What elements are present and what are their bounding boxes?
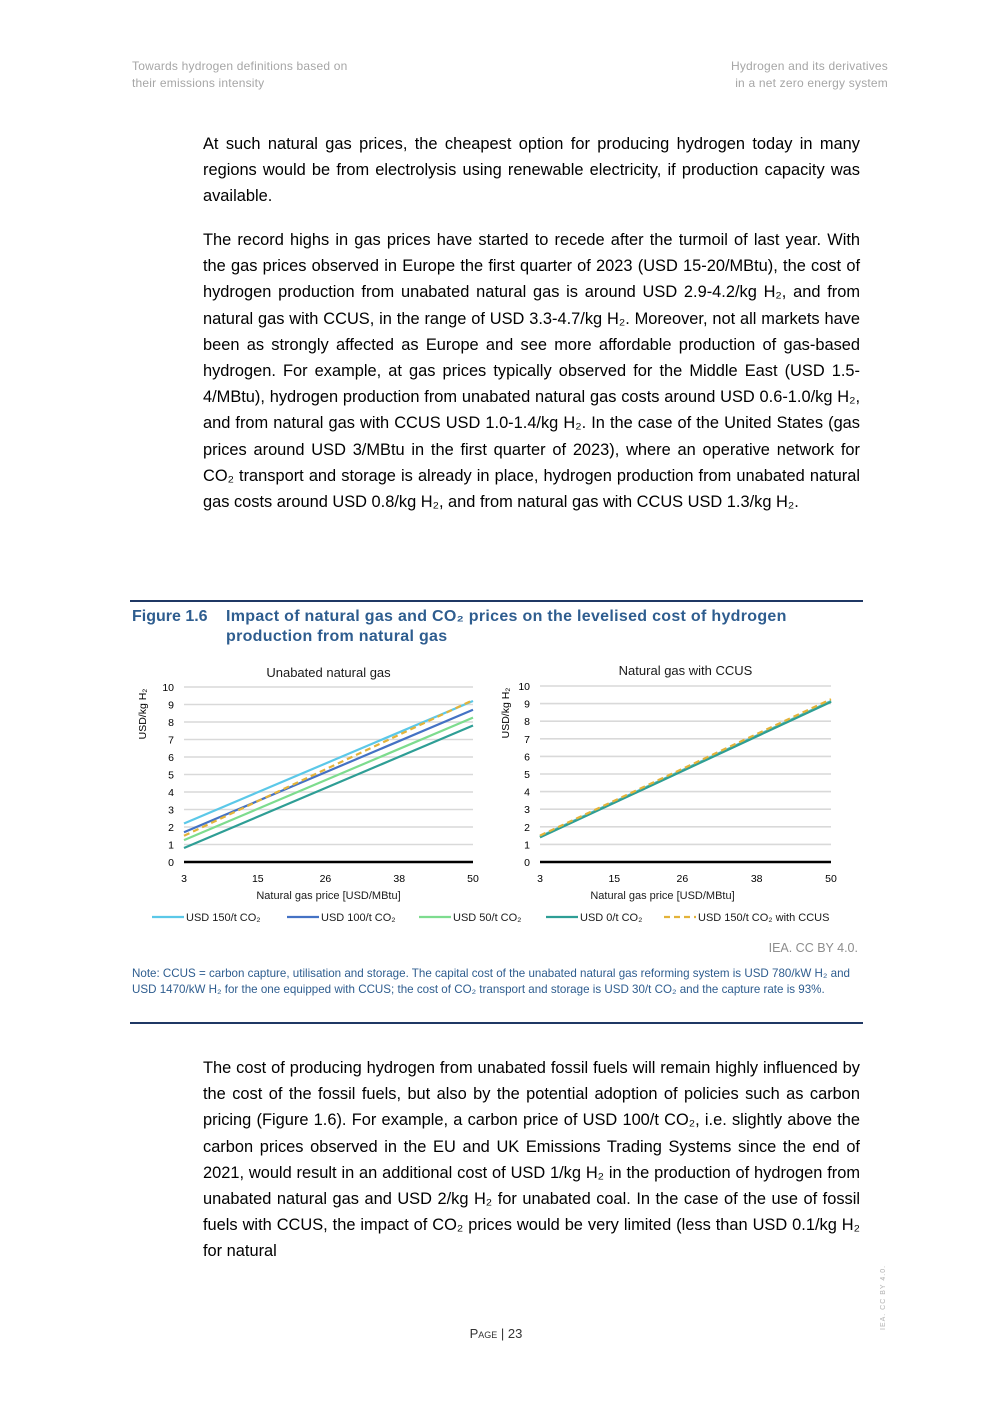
paragraph-record-highs <box>203 227 860 515</box>
panel-2-y-tick-label: 3 <box>524 804 530 817</box>
panel-2-y-tick-label: 5 <box>524 769 530 781</box>
panel-2-x-tick-label: 50 <box>825 873 837 885</box>
header-right-line1: Hydrogen and its derivatives <box>730 59 888 73</box>
page-number-value: 23 <box>507 1326 523 1341</box>
panel-2-y-tick-label: 10 <box>518 681 530 693</box>
figure-top-rule <box>130 600 863 602</box>
header-left-line2: their emissions intensity <box>132 76 265 90</box>
panel-1-x-tick-label: 38 <box>393 873 406 885</box>
panel-1-y-tick-label: 10 <box>162 682 174 694</box>
figure-credit: IEA. CC BY 4.0. <box>768 941 858 955</box>
panel-2-y-tick-label: 1 <box>524 839 530 852</box>
panel-1-series-line-3 <box>184 718 473 841</box>
running-header-right <box>731 58 888 92</box>
panel-2-y-tick-label: 0 <box>524 857 530 869</box>
header-right-line2: in a net zero energy system <box>735 76 888 90</box>
panel-1-x-tick-label: 15 <box>251 873 264 885</box>
panel-2-x-tick-label: 3 <box>537 873 543 885</box>
paragraph-gas-prices <box>203 131 860 210</box>
panel-1-series-line-4 <box>184 726 473 849</box>
panel-1-y-tick-label: 3 <box>168 804 174 817</box>
panel-1-y-tick-label: 6 <box>168 752 174 764</box>
panel-2-y-tick-label: 6 <box>524 751 530 764</box>
panel-2-y-tick-label: 4 <box>524 786 530 799</box>
panel-2-y-tick-label: 9 <box>524 698 530 711</box>
figure-chart <box>130 655 863 940</box>
paragraph-3-text: The cost of producing hydrogen from unabated fossil fuels will remain highly influenced by the cost of the fossil fuels, but also by the potential adoption of policies such as carbon pricing (Figure 1.6). For example, a carbon price of USD 100/t CO₂, i.e. slightly above the carbon prices observed in the EU and UK Emissions Trading Systems since the end of 2021, would result in an additional cost of USD 1/kg H₂ in the production of hydrogen from unabated natural gas and USD 2/kg H₂ for unabated coal. In the case of the use of fossil fuels with CCUS, the impact of CO₂ prices would be very limited (less than USD 0.1/kg H₂ for natural <box>203 1059 860 1261</box>
panel-1-y-tick-label: 2 <box>168 822 174 834</box>
panel-1-y-tick-label: 5 <box>168 769 174 782</box>
panel-1-y-tick-label: 7 <box>168 734 174 747</box>
panel-1-series-line-5 <box>184 700 473 836</box>
figure-note: Note: CCUS = carbon capture, utilisation and storage. The capital cost of the unabated natural gas reforming system is USD 780/kW H₂ and USD 1470/kW H₂ for the one equipped with CCUS; the cost of CO₂ transport and storage is USD 30/t CO₂ and the capture rate is 93%. <box>132 967 850 996</box>
panel-2-y-axis-label: USD/kg H₂ <box>500 687 512 739</box>
panel-2-x-tick-label: 26 <box>676 873 689 885</box>
page-separator: | <box>497 1326 508 1341</box>
running-header-left <box>132 58 348 92</box>
panel-1-y-tick-label: 9 <box>168 699 174 712</box>
page-word: Page <box>469 1326 498 1341</box>
legend-label-2: USD 100/t CO₂ <box>321 912 396 924</box>
panel-2-x-axis-label: Natural gas price [USD/MBtu] <box>590 890 735 902</box>
legend-label-1: USD 150/t CO₂ <box>186 912 261 924</box>
figure-bottom-rule <box>130 1022 863 1024</box>
panel-1-x-tick-label: 50 <box>467 873 479 885</box>
legend-label-4: USD 0/t CO₂ <box>580 912 643 924</box>
panel-1-x-axis-label: Natural gas price [USD/MBtu] <box>256 890 401 902</box>
panel-1-y-tick-label: 8 <box>168 717 174 729</box>
page-number <box>0 1326 992 1341</box>
side-credit: IEA. CC BY 4.0. <box>880 1264 887 1330</box>
panel-1-y-tick-label: 4 <box>168 787 174 799</box>
legend-label-5: USD 150/t CO₂ with CCUS <box>698 912 830 924</box>
panel-2-y-tick-label: 8 <box>524 716 530 729</box>
panel-2-series-line-4 <box>540 702 831 838</box>
panel-2-title: Natural gas with CCUS <box>618 663 753 678</box>
panel-1-y-tick-label: 1 <box>168 839 174 852</box>
figure-title: Impact of natural gas and CO₂ prices on the levelised cost of hydrogen production from natural gas <box>226 608 787 645</box>
panel-1-x-tick-label: 3 <box>181 873 187 885</box>
panel-2-x-tick-label: 15 <box>608 873 621 885</box>
figure-label: Figure 1.6 <box>132 608 208 625</box>
panel-2-y-tick-label: 2 <box>524 821 530 834</box>
paragraph-fossil-costs <box>203 1055 860 1265</box>
header-left-line1: Towards hydrogen definitions based on <box>132 59 348 73</box>
panel-2-y-tick-label: 7 <box>524 733 530 746</box>
panel-1-series-line-2 <box>184 710 473 833</box>
paragraph-2-text: The record highs in gas prices have started to recede after the turmoil of last year. With the gas prices observed in Europe the first quarter of 2023 (USD 15-20/MBtu), the cost of hydrogen production from unabated natural gas is around USD 2.9-4.2/kg H₂, and from natural gas with CCUS, in the range of USD 3.3-4.7/kg H₂. Moreover, not all markets have been as strongly affected as Europe and see more affordable production of gas-based hydrogen. For example, at gas prices typically observed for the Middle East (USD 1.5-4/MBtu), hydrogen production from unabated natural gas costs around USD 0.6-1.0/kg H₂, and from natural gas with CCUS USD 1.0-1.4/kg H₂. In the case of the United States (gas prices around USD 3/MBtu in the first quarter of 2023), where an operative network for CO₂ transport and storage is already in place, hydrogen production from unabated natural gas costs around USD 0.8/kg H₂, and from natural gas with CCUS USD 1.3/kg H₂. <box>203 231 860 512</box>
panel-1-x-tick-label: 26 <box>319 873 332 885</box>
panel-1-y-axis-label: USD/kg H₂ <box>137 688 149 740</box>
panel-1-title: Unabated natural gas <box>266 665 391 680</box>
paragraph-1-text: At such natural gas prices, the cheapest option for producing hydrogen today in many regions would be from electrolysis using renewable electricity, if production capacity was available. <box>203 135 860 206</box>
panel-1-y-tick-label: 0 <box>168 857 174 869</box>
panel-2-x-tick-label: 38 <box>750 873 763 885</box>
legend-label-3: USD 50/t CO₂ <box>453 912 522 924</box>
